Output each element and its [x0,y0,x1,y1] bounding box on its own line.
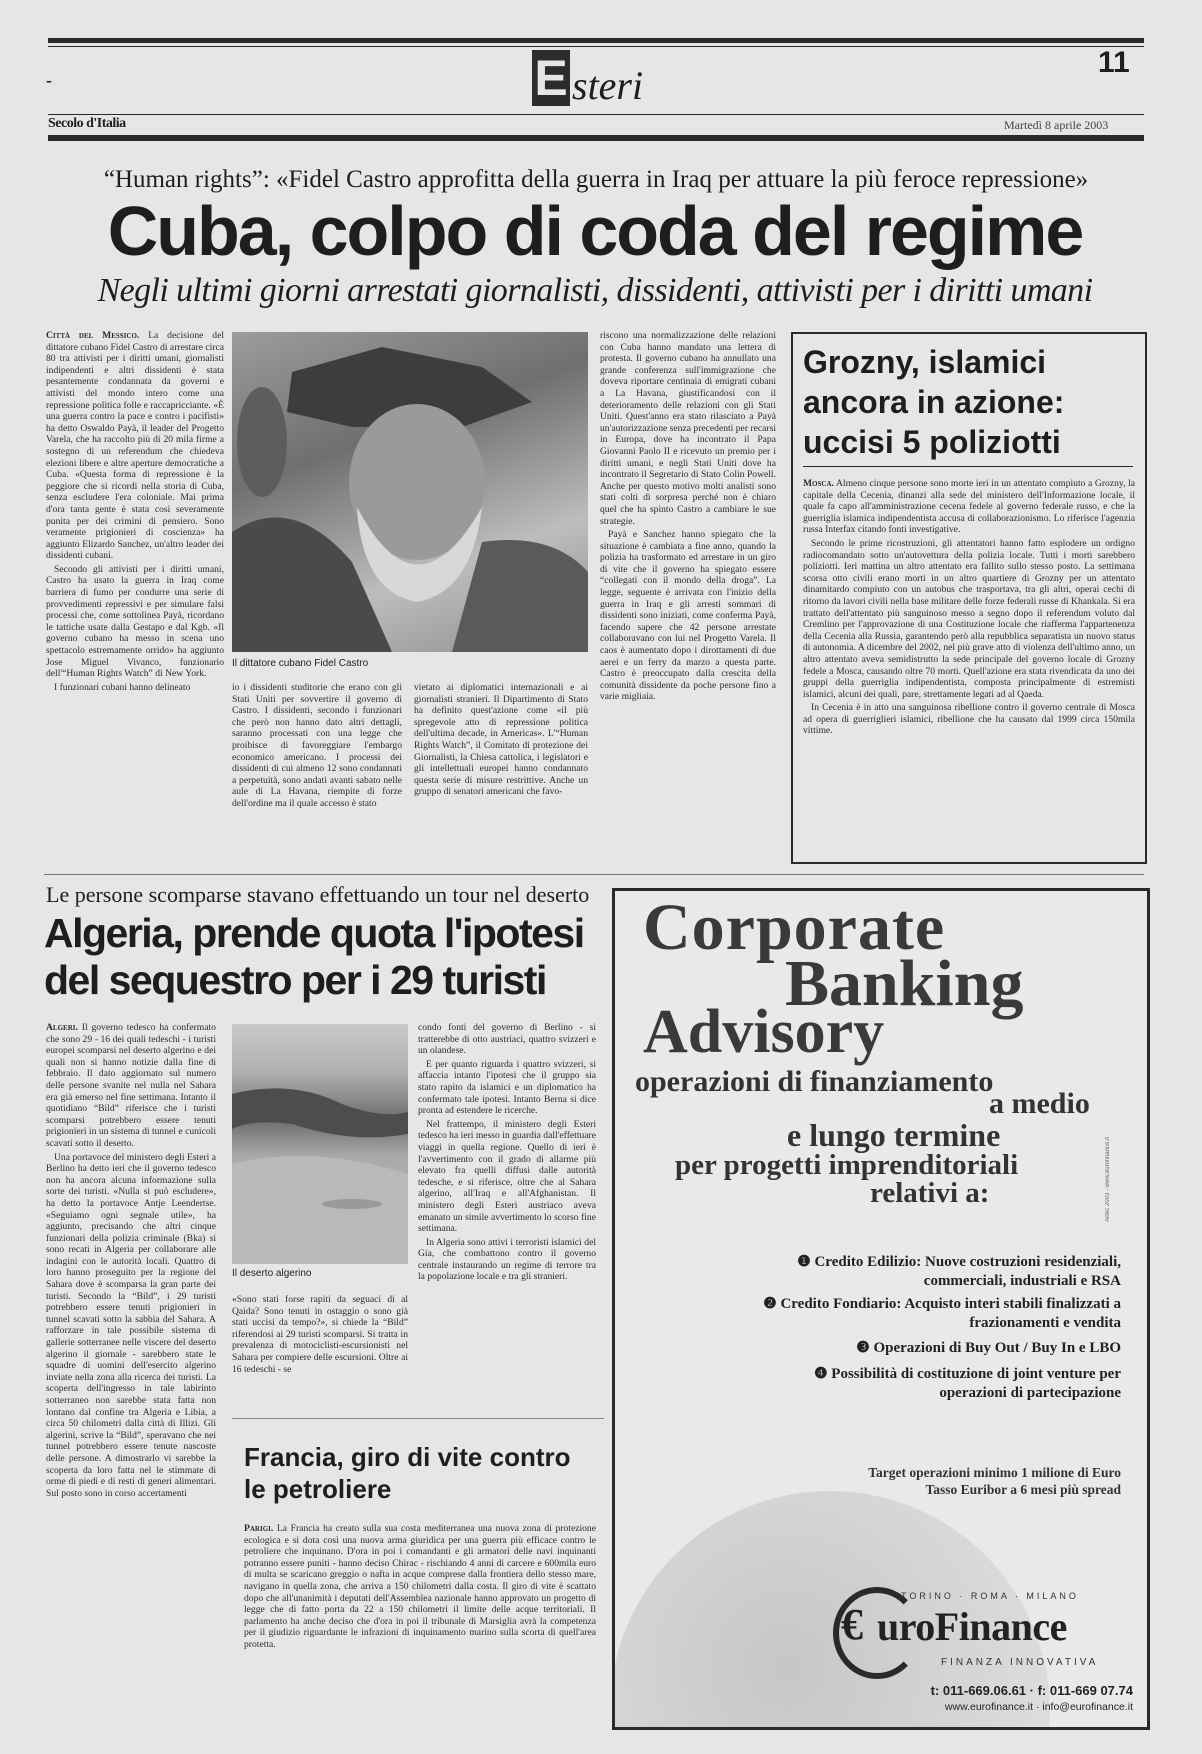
ad-web: www.eurofinance.it · info@eurofinance.it [944,1701,1133,1713]
section-divider [44,874,1144,875]
top-rule-thin [48,46,1144,47]
algeria-kicker: Le persone scomparse stavano effettuando un tour nel deserto [46,882,590,907]
ad-phone: t: 011-669.06.61 · f: 011-669 07.74 [930,1683,1133,1698]
masthead-rule [48,114,1144,115]
ad-title-corporate: Corporate [643,891,946,964]
ad-bullet-3: ❸ Operazioni di Buy Out / Buy In e LBO [856,1340,1121,1356]
section-initial: E [532,50,570,106]
francia-box [232,1418,604,1725]
masthead-bottom-rule [48,135,1144,141]
ad-sub-progetti: per progetti imprenditoriali [675,1149,1019,1181]
grozny-rule [803,466,1133,467]
issue-date: Martedì 8 aprile 2003 [1004,118,1109,132]
publication-name: Secolo d'Italia [48,116,126,131]
cuba-subhead: Negli ultimi giorni arrestati giornalisti, dissidenti, attivisti per i diritti umani [97,272,1093,309]
top-rule [48,38,1144,43]
francia-article: Parigi. La Francia ha creato sulla sua costa mediterranea una nuova zona di protezione ecologica e si dota così una nuova arma giuridica per una guerra più efficace contro le petroliere che inquinano. D'ora in poi i comandanti e gli armatori delle navi inquinanti potranno essere puniti - hanno deciso Chirac - rischiando 4 anni di carcere e 600mila euro di multa se scaricano greggio o nafta in acque comprese dalla frontiera dello stesso mare, navigano in quella zona, che arriva a 150 chilometri dalla costa. Il giro di vite è scattato dopo che all'unanimità i deputati dell'Assemblea nazionale hanno approvato un progetto di legge che di fatto porta da 22 a 150 chilometri il limite delle acque territoriali. Il parlamento ha anche deciso che d'ora in poi il tribunale di Marsiglia avrà la competenza per il giudizio riguardante le infrazioni di inquinamento marino sulla scorta di quell'area protetta. [244,1523,596,1650]
grozny-article: Mosca. Almeno cinque persone sono morte ieri in un attentato compiuto a Grozny, la capitale della Cecenia, dinanzi alla sede del ministero dell'Informazione locale, il quale fa capo all'amministrazione cecena fedele al governo federale russo, e che la guerriglia islamica indipendentista accusa di collaborazionismo. Lo riferisce l'agenzia russa Interfax citando fonti investigative. Secondo le prime ricostruzioni, gli attentatori hanno fatto esplodere un ordigno radiocomandato sotto un'autovettura della polizia locale. Tutti i morti sarebbero poliziotti. Ieri mattina un altro attentato era fallito sullo stesso posto. La settimana scorsa otto civili erano morti in un altro quartiere di Grozny per un attentato dinamitardo compiuto con un autobus che trasportava, tra gli altri, operai cechi di ritorno da lavori civili nella base militare delle forze federali russe di Khankala. Si era trattato dell'attentato più sanguinoso messo a segno dopo il referendum voluto dal Cremlino per l'approvazione di una Costituzione locale che riafferma l'appartenenza della Cecenia alla Russia, garantendo però alla repubblica separatista un nuovo status di autonomia. A dicembre del 2002, nel più grave atto di violenza dell'ultimo anno, un altro attentato aveva semidistrutto la sede principale del governo locale di Grozny fedele a Mosca, causando oltre 70 morti. Quell'azione era stata rivendicata da uno dei gruppi della guerriglia indipendentista, composta principalmente di estremisti islamici, alcuni dei quali, pare, strettamente legati ad al Qaeda. In Cecenia è in atto una sanguinosa ribellione contro il governo centrale di Mosca ad opera di guerriglieri islamici, ribellione che ha causato dal 1999 circa 150mila vittime. [803,478,1135,737]
ad-cities: TORINO · ROMA · MILANO [901,1591,1079,1601]
desert-illustration [232,1024,408,1264]
page-number: 11 [1098,46,1130,79]
euro-glyph: € [841,1600,863,1649]
cuba-kicker: “Human rights”: «Fidel Castro approfitta della guerra in Iraq per attuare la più feroce repressione» [103,166,1089,193]
francia-dateline: Parigi. [244,1523,274,1534]
ad-title-advisory: Advisory [643,998,885,1066]
ad-target-1: Target operazioni minimo 1 milione di Euro [868,1465,1121,1480]
grozny-headline: Grozny, islamici ancora in azione: uccisi 5 poliziotti [803,344,1065,460]
algerian-desert-photo [232,1024,408,1264]
fidel-castro-photo [232,332,588,652]
ad-tagline: FINANZA INNOVATIVA [941,1657,1099,1668]
ad-sub-relativi: relativi a: [870,1177,990,1209]
ad-sub-medio: a medio [989,1087,1090,1120]
algeria-headline: Algeria, prende quota l'ipotesi del sequestro per i 29 turisti [44,910,584,1003]
masthead-dash: - [46,70,52,90]
ad-title-banking: Banking [785,947,1024,1020]
algeria-article-col-2: «Sono stati forse rapiti da seguaci di al Qaida? Sono tenuti in ostaggio o sono già stati uccisi da tempo?», si chiede la “Bild” riferendosi ai 29 turisti scomparsi. Si tratta in prevalenza di motociclisti-escursionisti nel Sahara per compiere delle escursioni. Oltre ai 16 tedeschi - se [232,1294,408,1375]
ad-brand-name: uroFinance [877,1604,1067,1649]
algeria-photo-caption: Il deserto algerino [232,1268,312,1279]
algeria-dateline: Algeri. [46,1022,78,1033]
section-name: steri [572,63,644,108]
francia-headline: Francia, giro di vite contro le petroliere [244,1442,571,1504]
cuba-headline: Cuba, colpo di coda del regime [107,192,1083,270]
grozny-box [791,332,1147,864]
cuba-dateline: Città del Messico. [46,330,140,341]
ad-sub-operazioni: operazioni di finanziamento [635,1065,994,1098]
cuba-article-col-2: io i dissidenti studitorie che erano con gli Stati Uniti per sovvertire il governo di Castro. I dissidenti, secondo i funzionari che però non hanno dato altri dettagli, saranno processati con una legge che proibisce di favoreggiare l'embargo economico americano. I processi dei dissidenti di cui almeno 12 sono condannati a perpetuità, sono andati avanti sabato nelle aule di La Havana, riempite di forze dell'ordine ma il quale accesso è stato [232,682,402,809]
eurofinance-ad [612,888,1150,1730]
ad-target-2: Tasso Euribor a 6 mesi più spread [925,1482,1121,1497]
ad-side-note: Artec 2003 - www.eurofinance.it [1105,1137,1111,1222]
cuba-article-col-3: vietato ai diplomatici internazionali e ai giornalisti stranieri. Il Dipartimento di Stato ha definito quest'azione come «il più spregevole atto di repressione politica dell'ultima decade, in Americas». L'“Human Rights Watch”, il Comitato di protezione dei Giornalisti, la Chiesa cattolica, i legislatori e gli intellettuali europei hanno condannato questa serie di misure restrittive. Anche un gruppo di senatori americani che favo- [414,682,588,798]
grozny-dateline: Mosca. [803,478,834,489]
ad-sub-lungo: e lungo termine [787,1117,1001,1153]
ad-bullet-1: ❶ Credito Edilizio: Nuove costruzioni residenziali, commerciali, industriali e RSA [797,1254,1121,1289]
ad-bullet-4: ❹ Possibilità di costituzione di joint venture per operazioni di partecipazione [814,1366,1121,1401]
algeria-article-col-1: Algeri. Il governo tedesco ha confermato che sono 29 - 16 dei quali tedeschi - i turisti europei scomparsi nel deserto algerino e dei quali non si hanno notizie dalla fine di febbraio. Il dato aggiornato sul numero delle persone svanite nel nulla nel Sahara era già emerso nel fine settimana. Intanto il quotidiano “Bild” riferisce che i turisti scomparsi potrebbero essere tenuti prigionieri in un sistema di tunnel e cunicoli scavati sotto il deserto. Una portavoce del ministero degli Esteri a Berlino ha detto ieri che il governo tedesco non ha ancora alcuna informazione sulla sorte dei turisti. «Nulla si può escludere», ha detto la portavoce Antje Leendertse. «Seguiamo ogni segnale utile», ha aggiunto, precisando che altri cinque funzionari della polizia criminale (Bka) si sono recati in Algeria per collaborare alle indagini con le autorità locali. Quattro di loro hanno proseguito per la regione del Sahara dove è scomparsa la gran parte dei turisti. Secondo la “Bild”, i 29 turisti potrebbero essere tenuti prigionieri in tunnel scavati sotto la sabbia del Sahara. A rafforzare in tale possibile sistema di gallerie sotterranee nelle viscere del deserto algerino il giornale - sarebbero state le squadre di uomini dell'esercito algerino inviate nella zona alla ricerca dei turisti. La scoperta dell'ingresso in tale labirinto sotterraneo non sarebbe stata fatta non lontano dal confine tra Algeria e Libia, a circa 50 chilometri dalla città di Illizi. Gli algerini, scrive la “Bild”, speravano che nei tunnel potrebbero essere tenute nascoste delle persone. A dimostrarlo vi sarebbe la scoperta da loro fatta nel le stimmate di orme di piedi e di resti di generi alimentari. Sul posto sono in corso accertamenti [46,1022,216,1499]
cuba-photo-caption: Il dittatore cubano Fidel Castro [232,658,369,669]
cuba-article-col-1: Città del Messico. La decisione del dittatore cubano Fidel Castro di arrestare circa 80 tra attivisti per i diritti umani, giornalisti indipendenti e altri dissidenti è stata pesantemente condannata da governi e attivisti del mondo intero come una repressione politica folle e raccapricciante. «È una guerra contro la pace e contro i pacifisti» ha detto Oswaldo Payà, il leader del Progetto Varela, che ha raccolto più di 20 mila firme a sostegno di un referendum che chiedeva elezioni libere e altre aperture democratiche a Cuba. «Questa forma di repressione è la peggiore che si ricordi nella storia di Cuba, senza escludere l'era coloniale. Mai prima d'ora tanta gente è stata così severamente punita per dei crimini di pensiero. Sono veramente prigionieri di coscienza» ha aggiunto Elizardo Sanchez, un'altro leader dei dissidenti cubani. Secondo gli attivisti per i diritti umani, Castro ha usato la guerra in Iraq come barriera di fumo per condurre una serie di provvedimenti repressivi e per simulare falsi processi che, come sottolinea Payà, ricordano le tattiche usate dalla Gestapo e dal Kgb. «Il governo cubano ha messo in scena uno spettacolo estremamente orrido» ha aggiunto Jose Miguel Vivanco, funzionario dell'“Human Rights Watch” di New York. I funzionari cubani hanno delineato [46,330,224,693]
ad-bullet-2: ❷ Credito Fondiario: Acquisto interi stabili finalizzati a frazionamenti e vendita [763,1296,1121,1331]
cuba-article-col-4: riscono una normalizzazione delle relazioni con Cuba hanno mandato una lettera di protesta. Il governo cubano ha annullato una grande conferenza sull'immigrazione che doveva riportare centinaia di emigrati cubani a La Havana, giustificandosi con il deterioramento delle relazioni con gli Stati Uniti. Quest'anno era stato rilasciato a Payà un'autorizzazione senza precedenti per recarsi in Europa, dove ha incontrato il Papa Giovanni Paolo II e ricevuto un premio per i diritti umani, e negli Stati Uniti dove ha incontrato il Segretario di Stato Colin Powell. Anche per questo motivo molti analisti sono stati colti di sorpresa perché non è chiaro quel che ha spinto Castro a cambiare le sue strategie. Payà e Sanchez hanno spiegato che la situazione è cambiata a fine anno, quando la polizia ha trasformato ed arrestare in un giro di vite che il governo ha spiegato essere “collegati con il mondo della droga”. La legge, seguente è arrivata con l'inizio della guerra in Iraq e gli arresti sommari di dissidenti sono iniziati, come conferma Payà, facendo sapere che 42 persone arrestate collaboravano con lui nel Progetto Varela. Il caos è aumentato dopo i dirottamenti di due aerei e un ferry da marzo a questa parte. Castro è preoccupato dalla crescita della comunità dissidente da poche persone fino a varie migliaia. [600,330,776,703]
castro-portrait-illustration [232,332,588,652]
algeria-article-col-3: condo fonti del governo di Berlino - si tratterebbe di otto austriaci, quattro svizzeri e un olandese. E per quanto riguarda i quattro svizzeri, si affaccia intanto l'ipotesi che il gruppo sia stato rapito da islamici e un diplomatico ha confermato tale ipotesi. Intanto Berna si dice pronta ad estendere le ricerche. Nel frattempo, il ministero degli Esteri tedesco ha ieri messo in guardia dall'effettuare viaggi in quella regione. Quello di ieri è l'avvertimento con il grado di allarme più elevato fra quelli diffusi dalle autorità tedesche, e si riferisce, oltre che al Sahara algerino, all'Iraq e all'Afghanistan. Il ministero degli Esteri austriaco aveva emanato un simile avvertimento lo scorso fine settimana. In Algeria sono attivi i terroristi islamici del Gia, che combattono contro il governo centrale instaurando un regime di terrore tra la popolazione locale e tra gli stranieri. [418,1022,596,1283]
